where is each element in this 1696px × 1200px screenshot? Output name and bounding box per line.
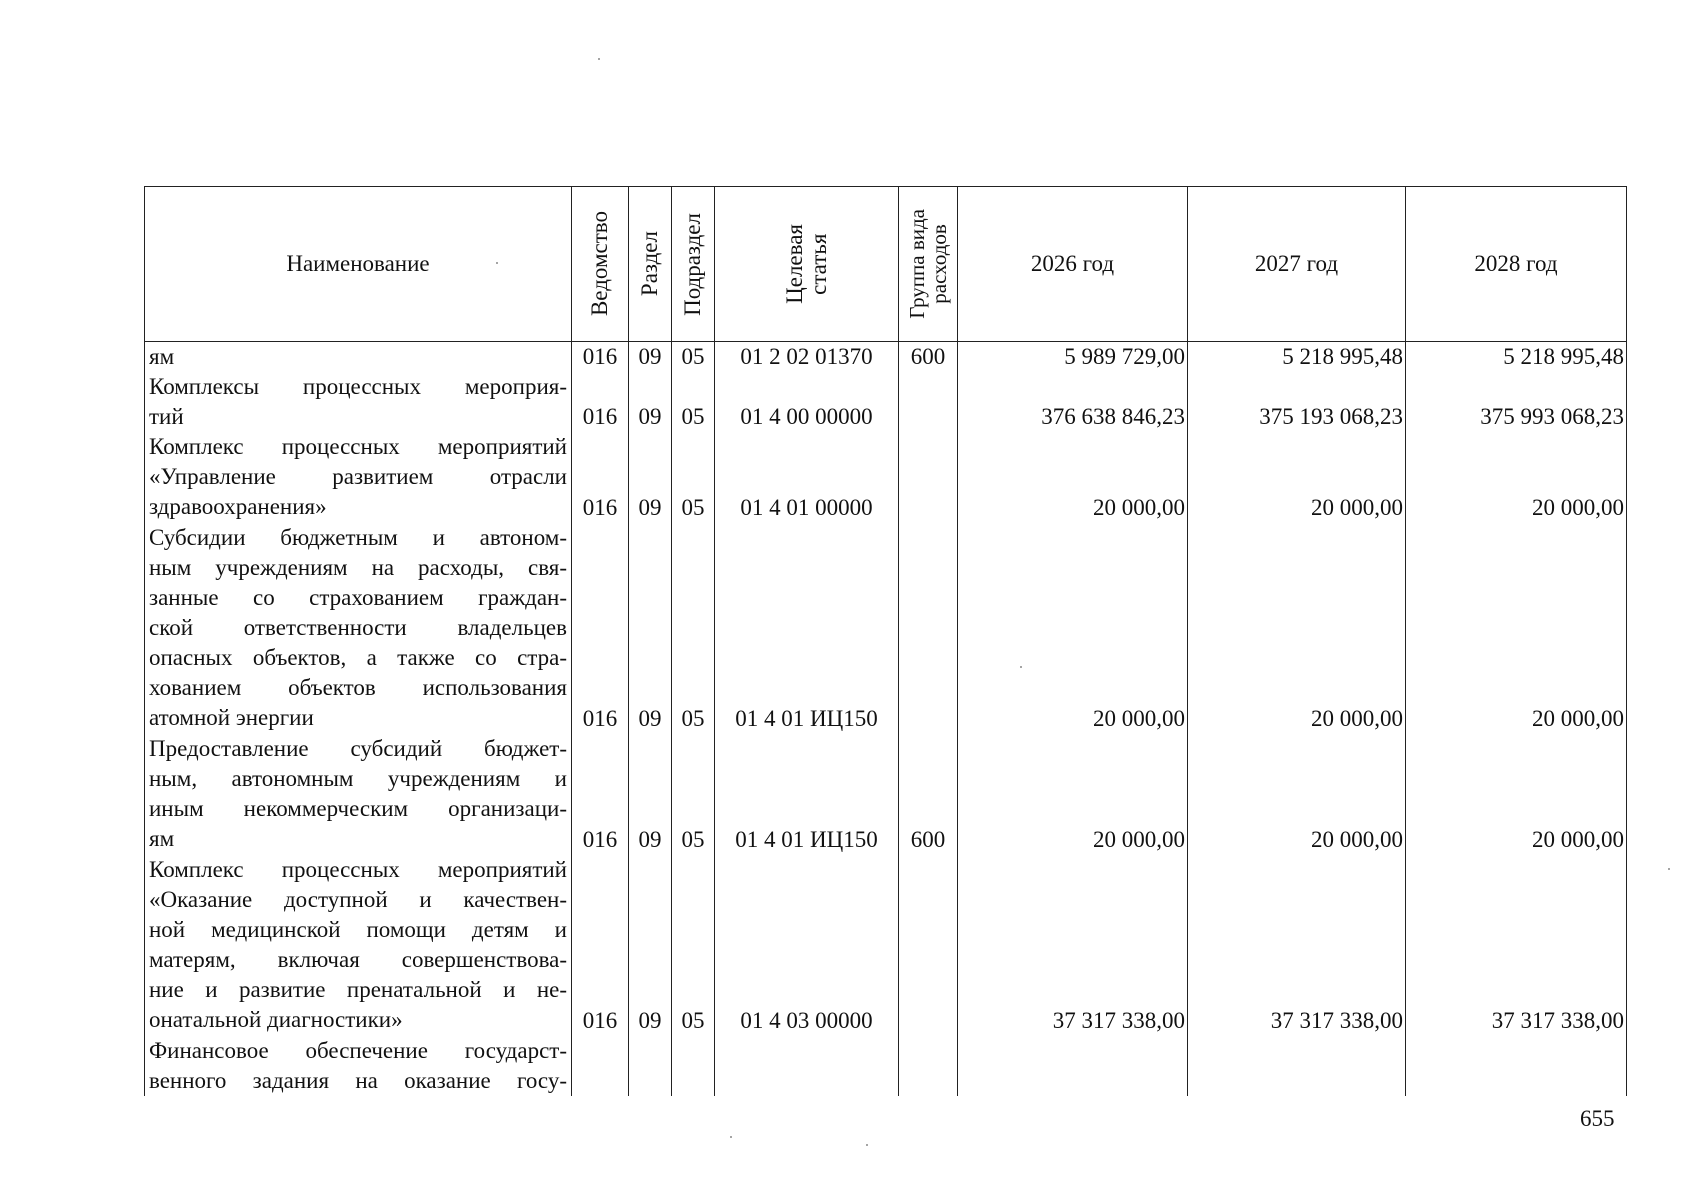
header-2026: 2026 год <box>958 187 1188 342</box>
table-row <box>145 855 1627 1036</box>
empty-cell <box>572 1036 629 1096</box>
row-celevaya-statya: 01 4 01 ИЦ150 <box>715 734 899 855</box>
row-name-line: атомной энергии <box>149 704 314 730</box>
row-name-line: венного задания на оказание госу- <box>149 1067 567 1093</box>
header-celevaya-statya <box>715 187 899 342</box>
header-celevaya-label: Целевая статья <box>781 224 831 304</box>
row-vedomstvo: 016 <box>572 855 629 1036</box>
row-celevaya-statya: 01 4 01 00000 <box>715 432 899 522</box>
header-razdel <box>629 187 672 342</box>
scan-speck <box>1020 666 1022 668</box>
row-gruppa <box>899 432 958 522</box>
header-2028: 2028 год <box>1406 187 1627 342</box>
row-name-line: Финансовое обеспечение государст- <box>149 1037 567 1063</box>
row-vedomstvo: 016 <box>572 342 629 373</box>
row-name-line: ние и развитие пренатальной и не- <box>149 976 567 1002</box>
empty-cell <box>899 1036 958 1096</box>
row-name-line: ям <box>149 826 175 852</box>
row-name-line: Комплекс процессных мероприятий <box>149 856 567 882</box>
table-row <box>145 372 1627 432</box>
row-gruppa <box>899 372 958 432</box>
row-name <box>145 342 572 373</box>
header-vedomstvo <box>572 187 629 342</box>
row-name-line: Комплекс процессных мероприятий <box>149 434 567 460</box>
row-name <box>145 372 572 432</box>
row-amount-2028: 20 000,00 <box>1406 432 1627 522</box>
row-name-line: Комплексы процессных мероприя- <box>149 374 567 400</box>
scan-speck <box>496 262 498 264</box>
row-name-line: иным некоммерческим организаци- <box>149 796 567 822</box>
empty-cell <box>672 1036 715 1096</box>
row-amount-2028: 375 993 068,23 <box>1406 372 1627 432</box>
row-amount-2027: 375 193 068,23 <box>1188 372 1406 432</box>
row-celevaya-statya: 01 4 03 00000 <box>715 855 899 1036</box>
table-row-continued <box>145 1036 1627 1096</box>
row-amount-2026: 5 989 729,00 <box>958 342 1188 373</box>
row-amount-2026: 376 638 846,23 <box>958 372 1188 432</box>
row-gruppa <box>899 855 958 1036</box>
row-gruppa <box>899 523 958 734</box>
row-name <box>145 855 572 1036</box>
row-amount-2028: 20 000,00 <box>1406 734 1627 855</box>
row-amount-2027: 20 000,00 <box>1188 734 1406 855</box>
row-razdel: 09 <box>629 523 672 734</box>
row-name <box>145 432 572 522</box>
table-row <box>145 432 1627 522</box>
row-name-line: онатальной диагностики» <box>149 1006 403 1032</box>
empty-cell <box>958 1036 1188 1096</box>
row-name-line: ным, автономным учреждениям и <box>149 766 567 792</box>
empty-cell <box>629 1036 672 1096</box>
row-name-line: «Управление развитием отрасли <box>149 464 567 490</box>
row-amount-2028: 37 317 338,00 <box>1406 855 1627 1036</box>
header-gruppa-label: Группа вида расходов <box>905 209 951 319</box>
row-celevaya-statya: 01 4 00 00000 <box>715 372 899 432</box>
budget-table <box>144 186 1627 1096</box>
row-name-line: «Оказание доступной и качествен- <box>149 886 567 912</box>
row-name-line: ным учреждениям на расходы, свя- <box>149 554 567 580</box>
header-razdel-label: Раздел <box>637 231 662 297</box>
row-amount-2027: 20 000,00 <box>1188 432 1406 522</box>
header-podrazdel-label: Подраздел <box>680 212 705 316</box>
row-celevaya-statya: 01 4 01 ИЦ150 <box>715 523 899 734</box>
row-podrazdel: 05 <box>672 855 715 1036</box>
scan-speck <box>1668 868 1670 870</box>
row-name-line: Предоставление субсидий бюджет- <box>149 736 567 762</box>
row-name-line: опасных объектов, а также со стра- <box>149 644 567 670</box>
row-name <box>145 1036 572 1096</box>
row-vedomstvo: 016 <box>572 372 629 432</box>
row-podrazdel: 05 <box>672 734 715 855</box>
row-razdel: 09 <box>629 342 672 373</box>
row-amount-2028: 5 218 995,48 <box>1406 342 1627 373</box>
table-row <box>145 734 1627 855</box>
table-row <box>145 342 1627 373</box>
row-celevaya-statya: 01 2 02 01370 <box>715 342 899 373</box>
row-gruppa: 600 <box>899 342 958 373</box>
row-name-line: тий <box>149 404 184 430</box>
row-amount-2028: 20 000,00 <box>1406 523 1627 734</box>
table-row <box>145 523 1627 734</box>
row-name-line: Субсидии бюджетным и автоном- <box>149 524 567 550</box>
row-razdel: 09 <box>629 734 672 855</box>
table-header <box>145 187 1627 342</box>
row-vedomstvo: 016 <box>572 523 629 734</box>
scan-speck <box>866 1144 868 1146</box>
row-podrazdel: 05 <box>672 432 715 522</box>
page-number: 655 <box>1580 1106 1615 1131</box>
row-amount-2027: 37 317 338,00 <box>1188 855 1406 1036</box>
row-name <box>145 523 572 734</box>
row-name <box>145 734 572 855</box>
row-amount-2026: 20 000,00 <box>958 432 1188 522</box>
header-vedomstvo-label: Ведомство <box>587 211 612 317</box>
row-gruppa: 600 <box>899 734 958 855</box>
table-body <box>145 342 1627 1097</box>
empty-cell <box>715 1036 899 1096</box>
row-name-line: ям <box>149 344 175 369</box>
scan-speck <box>730 1136 732 1138</box>
row-amount-2026: 20 000,00 <box>958 734 1188 855</box>
row-razdel: 09 <box>629 372 672 432</box>
row-amount-2026: 37 317 338,00 <box>958 855 1188 1036</box>
row-amount-2027: 5 218 995,48 <box>1188 342 1406 373</box>
row-amount-2027: 20 000,00 <box>1188 523 1406 734</box>
row-vedomstvo: 016 <box>572 432 629 522</box>
row-name-line: хованием объектов использования <box>149 674 567 700</box>
empty-cell <box>1188 1036 1406 1096</box>
row-podrazdel: 05 <box>672 372 715 432</box>
row-name-line: ской ответственности владельцев <box>149 614 567 640</box>
row-podrazdel: 05 <box>672 523 715 734</box>
row-name-line: здравоохранения» <box>149 494 327 520</box>
row-razdel: 09 <box>629 855 672 1036</box>
row-name-line: занные со страхованием граждан- <box>149 584 567 610</box>
row-podrazdel: 05 <box>672 342 715 373</box>
empty-cell <box>1406 1036 1627 1096</box>
header-name: Наименование <box>145 187 572 342</box>
header-podrazdel <box>672 187 715 342</box>
header-gruppa <box>899 187 958 342</box>
row-amount-2026: 20 000,00 <box>958 523 1188 734</box>
row-name-line: матерям, включая совершенствова- <box>149 946 567 972</box>
scan-speck <box>598 58 600 60</box>
header-2027: 2027 год <box>1188 187 1406 342</box>
row-vedomstvo: 016 <box>572 734 629 855</box>
row-name-line: ной медицинской помощи детям и <box>149 916 567 942</box>
row-razdel: 09 <box>629 432 672 522</box>
